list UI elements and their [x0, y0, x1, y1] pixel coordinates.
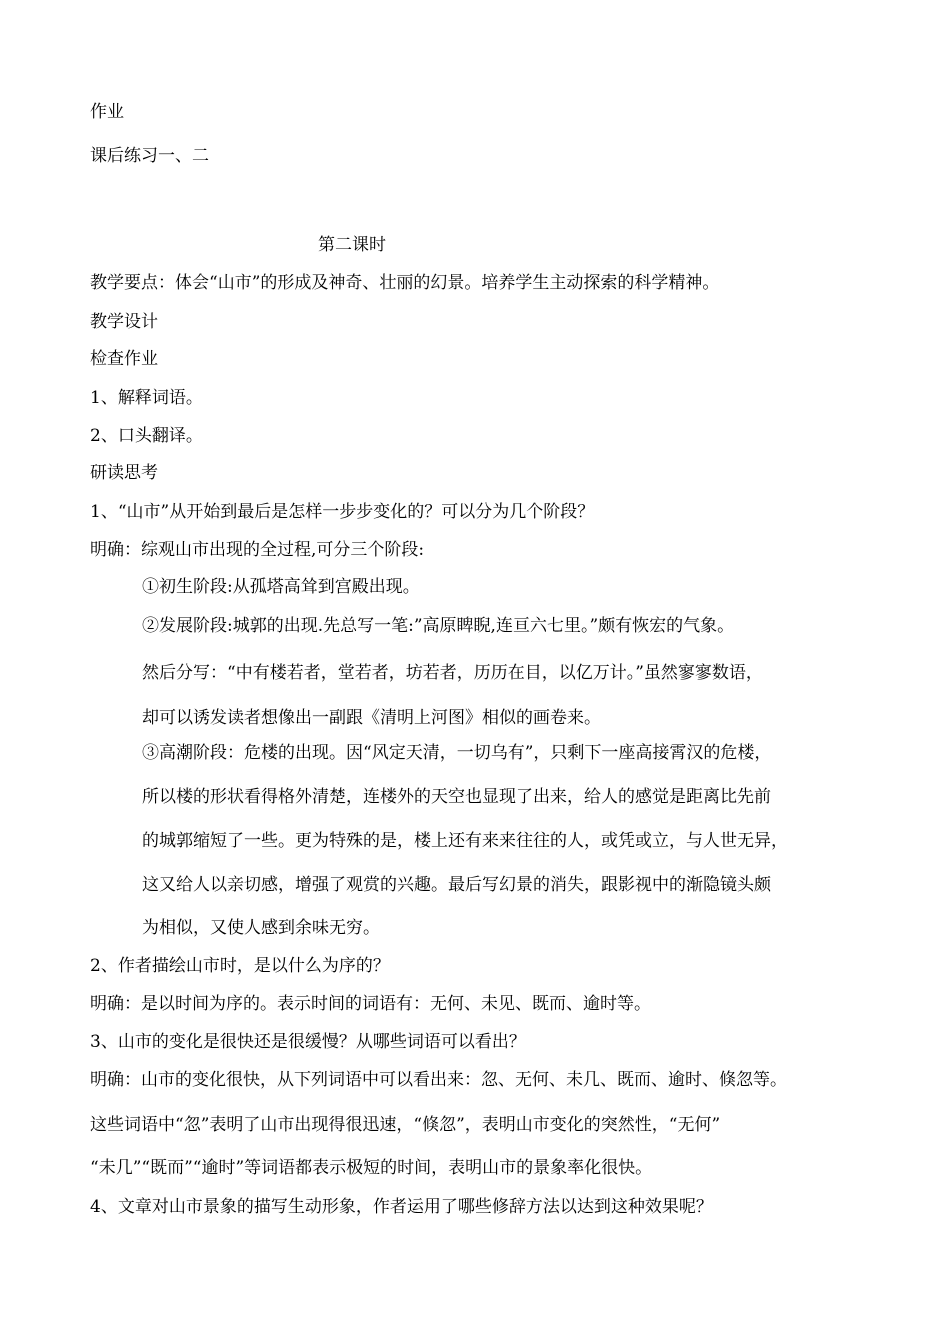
- question-3-answer-line-1: 明确：山市的变化很快，从下列词语中可以看出来：忽、无何、未几、既而、逾时、倏忽等。: [90, 1070, 787, 1090]
- question-2: 2、作者描绘山市时，是以什么为序的？: [90, 956, 390, 976]
- stage-2-line-2: 然后分写：“中有楼若者，堂若者，坊若者，历历在目，以亿万计。”虽然寥寥数语，: [142, 663, 763, 683]
- homework-item: 课后练习一、二: [90, 146, 209, 166]
- lesson-title: 第二课时: [318, 235, 386, 255]
- question-1-answer: 明确：综观山市出现的全过程,可分三个阶段:: [90, 540, 425, 560]
- stage-2-line-3: 却可以诱发读者想像出一副跟《清明上河图》相似的画卷来。: [142, 708, 601, 728]
- study-heading: 研读思考: [90, 463, 158, 483]
- homework-heading: 作业: [90, 102, 124, 122]
- stage-3-line-5: 为相似，又使人感到余味无穷。: [142, 918, 380, 938]
- stage-3-line-3: 的城郭缩短了一些。更为特殊的是，楼上还有来来往往的人，或凭或立，与人世无异，: [142, 831, 788, 851]
- question-4: 4、文章对山市景象的描写生动形象，作者运用了哪些修辞方法以达到这种效果呢？: [90, 1197, 713, 1217]
- key-points: 教学要点：体会“山市”的形成及神奇、壮丽的幻景。培养学生主动探索的科学精神。: [90, 273, 720, 293]
- stage-1: ①初生阶段:从孤塔高耸到宫殿出现。: [142, 577, 420, 597]
- design-heading: 教学设计: [90, 312, 158, 332]
- question-3: 3、山市的变化是很快还是很缓慢？从哪些词语可以看出？: [90, 1032, 526, 1052]
- check-heading: 检查作业: [90, 349, 158, 369]
- stage-2-line-1: ②发展阶段:城郭的出现.先总写一笔:”高原睥睨,连亘六七里。”颇有恢宏的气象。: [142, 616, 735, 636]
- check-item-2: 2、口头翻译。: [90, 426, 203, 446]
- question-3-answer-line-2: 这些词语中“忽”表明了山市出现得很迅速，“倏忽”，表明山市变化的突然性，“无何”: [90, 1115, 721, 1135]
- question-1: 1、“山市”从开始到最后是怎样一步步变化的？可以分为几个阶段？: [90, 502, 595, 522]
- question-3-answer-line-3: “未几”“既而”“逾时”等词语都表示极短的时间，表明山市的景象率化很快。: [90, 1158, 653, 1178]
- stage-3-line-2: 所以楼的形状看得格外清楚，连楼外的天空也显现了出来，给人的感觉是距离比先前: [142, 787, 771, 807]
- question-2-answer: 明确：是以时间为序的。表示时间的词语有：无何、未见、既而、逾时等。: [90, 994, 651, 1014]
- check-item-1: 1、解释词语。: [90, 388, 203, 408]
- stage-3-line-4: 这又给人以亲切感，增强了观赏的兴趣。最后写幻景的消失，跟影视中的渐隐镜头颇: [142, 875, 771, 895]
- stage-3-line-1: ③高潮阶段：危楼的出现。因“风定天清，一切乌有”，只剩下一座高接霄汉的危楼，: [142, 743, 772, 763]
